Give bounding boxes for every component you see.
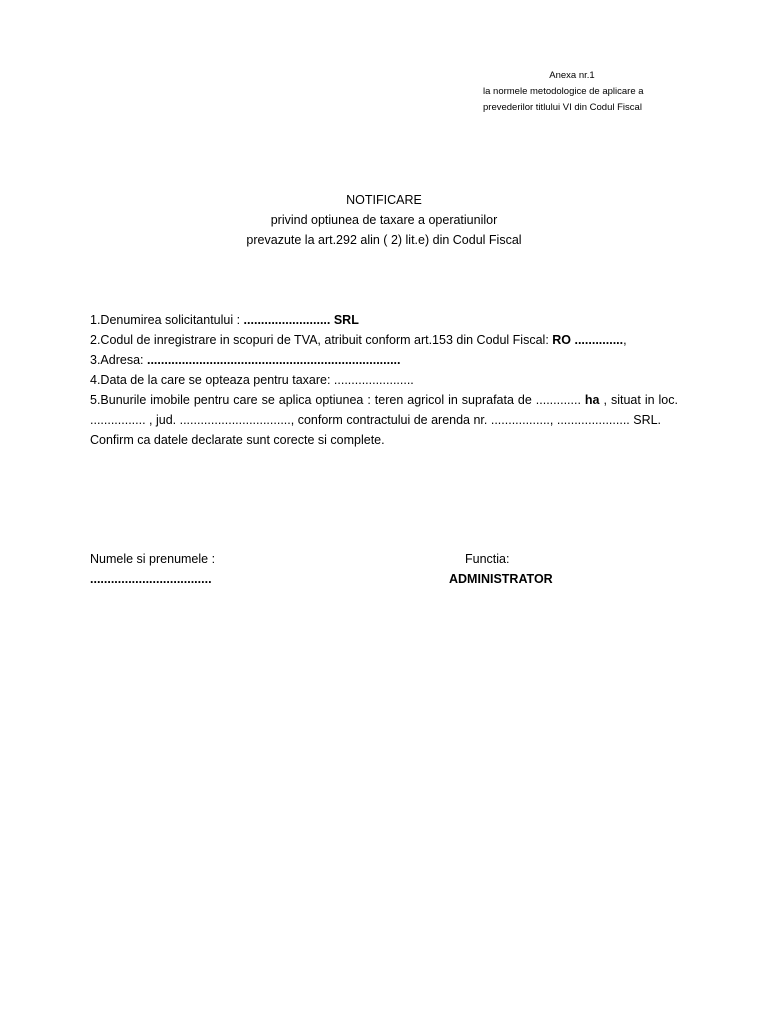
field-real-estate <box>90 390 678 430</box>
signature-name-block <box>90 549 215 589</box>
field-value: ......................................................................... <box>146 353 401 367</box>
field-label: 1.Denumirea solicitantului : <box>90 313 244 327</box>
annex-line-2: la normele metodologice de aplicare a <box>483 86 644 97</box>
field-label: 2.Codul de inregistrare in scopuri de TVA, atribuit conform art.153 din Codul Fiscal: <box>90 333 553 347</box>
field-vat-code <box>90 330 678 350</box>
field-text-part-2: , situat in loc. ................ , jud. ................................, conform contractului de arenda nr. ................., ..................... SRL. <box>90 393 678 427</box>
field-label: 4.Data de la care se opteaza pentru taxare: <box>90 373 334 387</box>
confirmation-statement: Confirm ca datele declarate sunt corecte si complete. <box>90 433 385 447</box>
function-value: ADMINISTRATOR <box>449 572 553 586</box>
form-body <box>90 310 678 450</box>
field-tail: , <box>623 333 627 347</box>
title-line-1: NOTIFICARE <box>346 193 422 207</box>
title-line-3: prevazute la art.292 alin ( 2) lit.e) din Codul Fiscal <box>246 233 522 247</box>
signature-function-block <box>449 549 553 589</box>
name-label: Numele si prenumele : <box>90 552 216 566</box>
field-label: 3.Adresa: <box>90 353 147 367</box>
field-applicant-name <box>90 310 678 330</box>
field-value: ......................... SRL <box>243 313 359 327</box>
field-value: ....................... <box>333 373 414 387</box>
field-taxation-date <box>90 370 678 390</box>
field-unit: ha <box>584 393 600 407</box>
annex-header <box>483 68 661 116</box>
annex-number: Anexa nr.1 <box>549 70 595 81</box>
name-value: ................................... <box>90 572 212 586</box>
function-label: Functia: <box>465 552 510 566</box>
field-text-part-1: 5.Bunurile imobile pentru care se aplica optiunea : teren agricol in suprafata de ............. <box>90 393 585 407</box>
field-value: RO .............. <box>552 333 624 347</box>
annex-line-3: prevederilor titlului VI din Codul Fiscal <box>483 102 642 113</box>
field-address <box>90 350 678 370</box>
document-title <box>0 190 768 250</box>
title-line-2: privind optiunea de taxare a operatiunilor <box>270 213 498 227</box>
